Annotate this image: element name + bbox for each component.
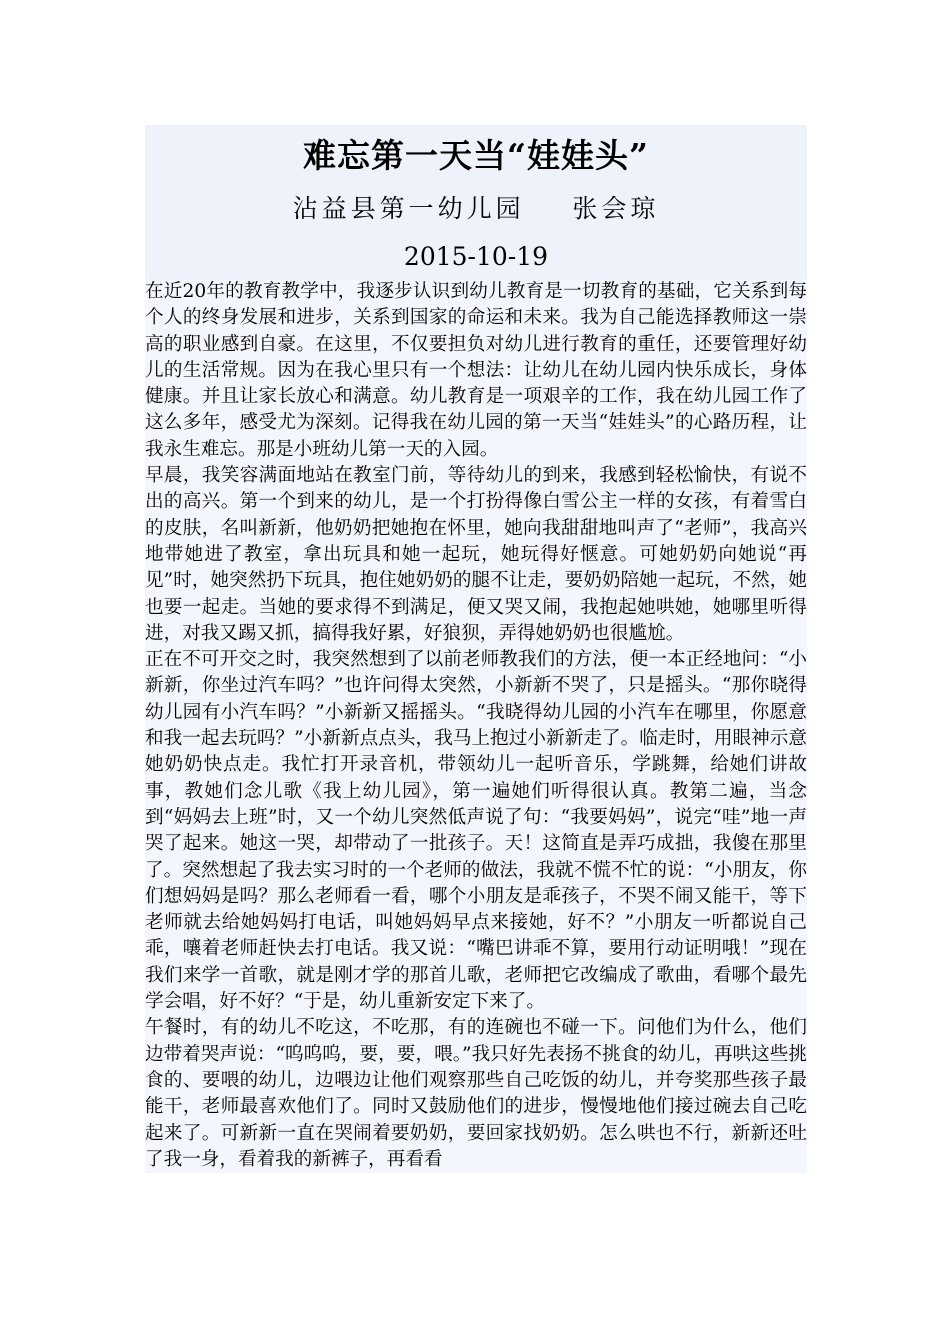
document-header [145,125,807,279]
paragraph-1: 在近20年的教育教学中，我逐步认识到幼儿教育是一切教育的基础，它关系到每个人的终身发展和进步，关系到国家的命运和未来。我为自己能选择教师这一崇高的职业感到自豪。在这里，不仅要担负对幼儿进行教育的重任，还要管理好幼儿的生活常规。因为在我心里只有一个想法：让幼儿在幼儿园内快乐成长，身体健康。并且让家长放心和满意。幼儿教育是一项艰辛的工作，我在幼儿园工作了这么多年，感受尤为深刻。记得我在幼儿园的第一天当“娃娃头”的心路历程，让我永生难忘。那是小班幼儿第一天的入园。 [145,281,807,460]
author-byline: 沾益县第一幼儿园 张会琼 [292,194,660,223]
document-body [145,279,807,1173]
document-date: 2015-10-19 [403,242,549,271]
document-page [145,125,807,1173]
paragraph-3: 正在不可开交之时，我突然想到了以前老师教我们的方法，便一本正经地问：“小新新，你坐过汽车吗？”也许问得太突然，小新新不哭了，只是摇头。“那你晓得幼儿园有小汽车吗？”小新新又摇摇头。“我晓得幼儿园的小汽车在哪里，你愿意和我一起去玩吗？”小新新点点头，我马上抱过小新新走了。临走时，用眼神示意她奶奶快点走。我忙打开录音机，带领幼儿一起听音乐，学跳舞，给她们讲故事，教她们念儿歌《我上幼儿园》，第一遍她们听得很认真。教第二遍，当念到“妈妈去上班”时，又一个幼儿突然低声说了句：“我要妈妈”，说完“哇”地一声哭了起来。她这一哭，却带动了一批孩子。天！这简直是弄巧成拙，我傻在那里了。突然想起了我去实习时的一个老师的做法，我就不慌不忙的说：“小朋友，你们想妈妈是吗？那么老师看一看，哪个小朋友是乖孩子，不哭不闹又能干，等下老师就去给她妈妈打电话，叫她妈妈早点来接她，好不？”小朋友一听都说自己乖，嚷着老师赶快去打电话。我又说：“嘴巴讲乖不算，要用行动证明哦！”现在我们来学一首歌，就是刚才学的那首儿歌，老师把它改编成了歌曲，看哪个最先学会唱，好不好？“于是，幼儿重新安定下来了。 [145,649,807,1013]
paragraph-2: 早晨，我笑容满面地站在教室门前，等待幼儿的到来，我感到轻松愉快，有说不出的高兴。第一个到来的幼儿，是一个打扮得像白雪公主一样的女孩，有着雪白的皮肤，名叫新新，他奶奶把她抱在怀里，她向我甜甜地叫声了“老师”，我高兴地带她进了教室，拿出玩具和她一起玩，她玩得好惬意。可她奶奶向她说“再见”时，她突然扔下玩具，抱住她奶奶的腿不让走，要奶奶陪她一起玩，不然，她也要一起走。当她的要求得不到满足，便又哭又闹，我抱起她哄她，她哪里听得进，对我又踢又抓，搞得我好累，好狼狈，弄得她奶奶也很尴尬。 [145,465,807,644]
document-title: 难忘第一天当“娃娃头” [303,136,649,175]
paragraph-4: 午餐时，有的幼儿不吃这，不吃那，有的连碗也不碰一下。问他们为什么，他们边带着哭声说：“呜呜呜，要，要，喂。”我只好先表扬不挑食的幼儿，再哄这些挑食的、要喂的幼儿，边喂边让他们观察那些自己吃饭的幼儿，并夸奖那些孩子最能干，老师最喜欢他们了。同时又鼓励他们的进步，慢慢地他们接过碗去自己吃起来了。可新新一直在哭闹着要奶奶，要回家找奶奶。怎么哄也不行，新新还吐了我一身，看着我的新裤子，再看看 [145,1017,807,1170]
